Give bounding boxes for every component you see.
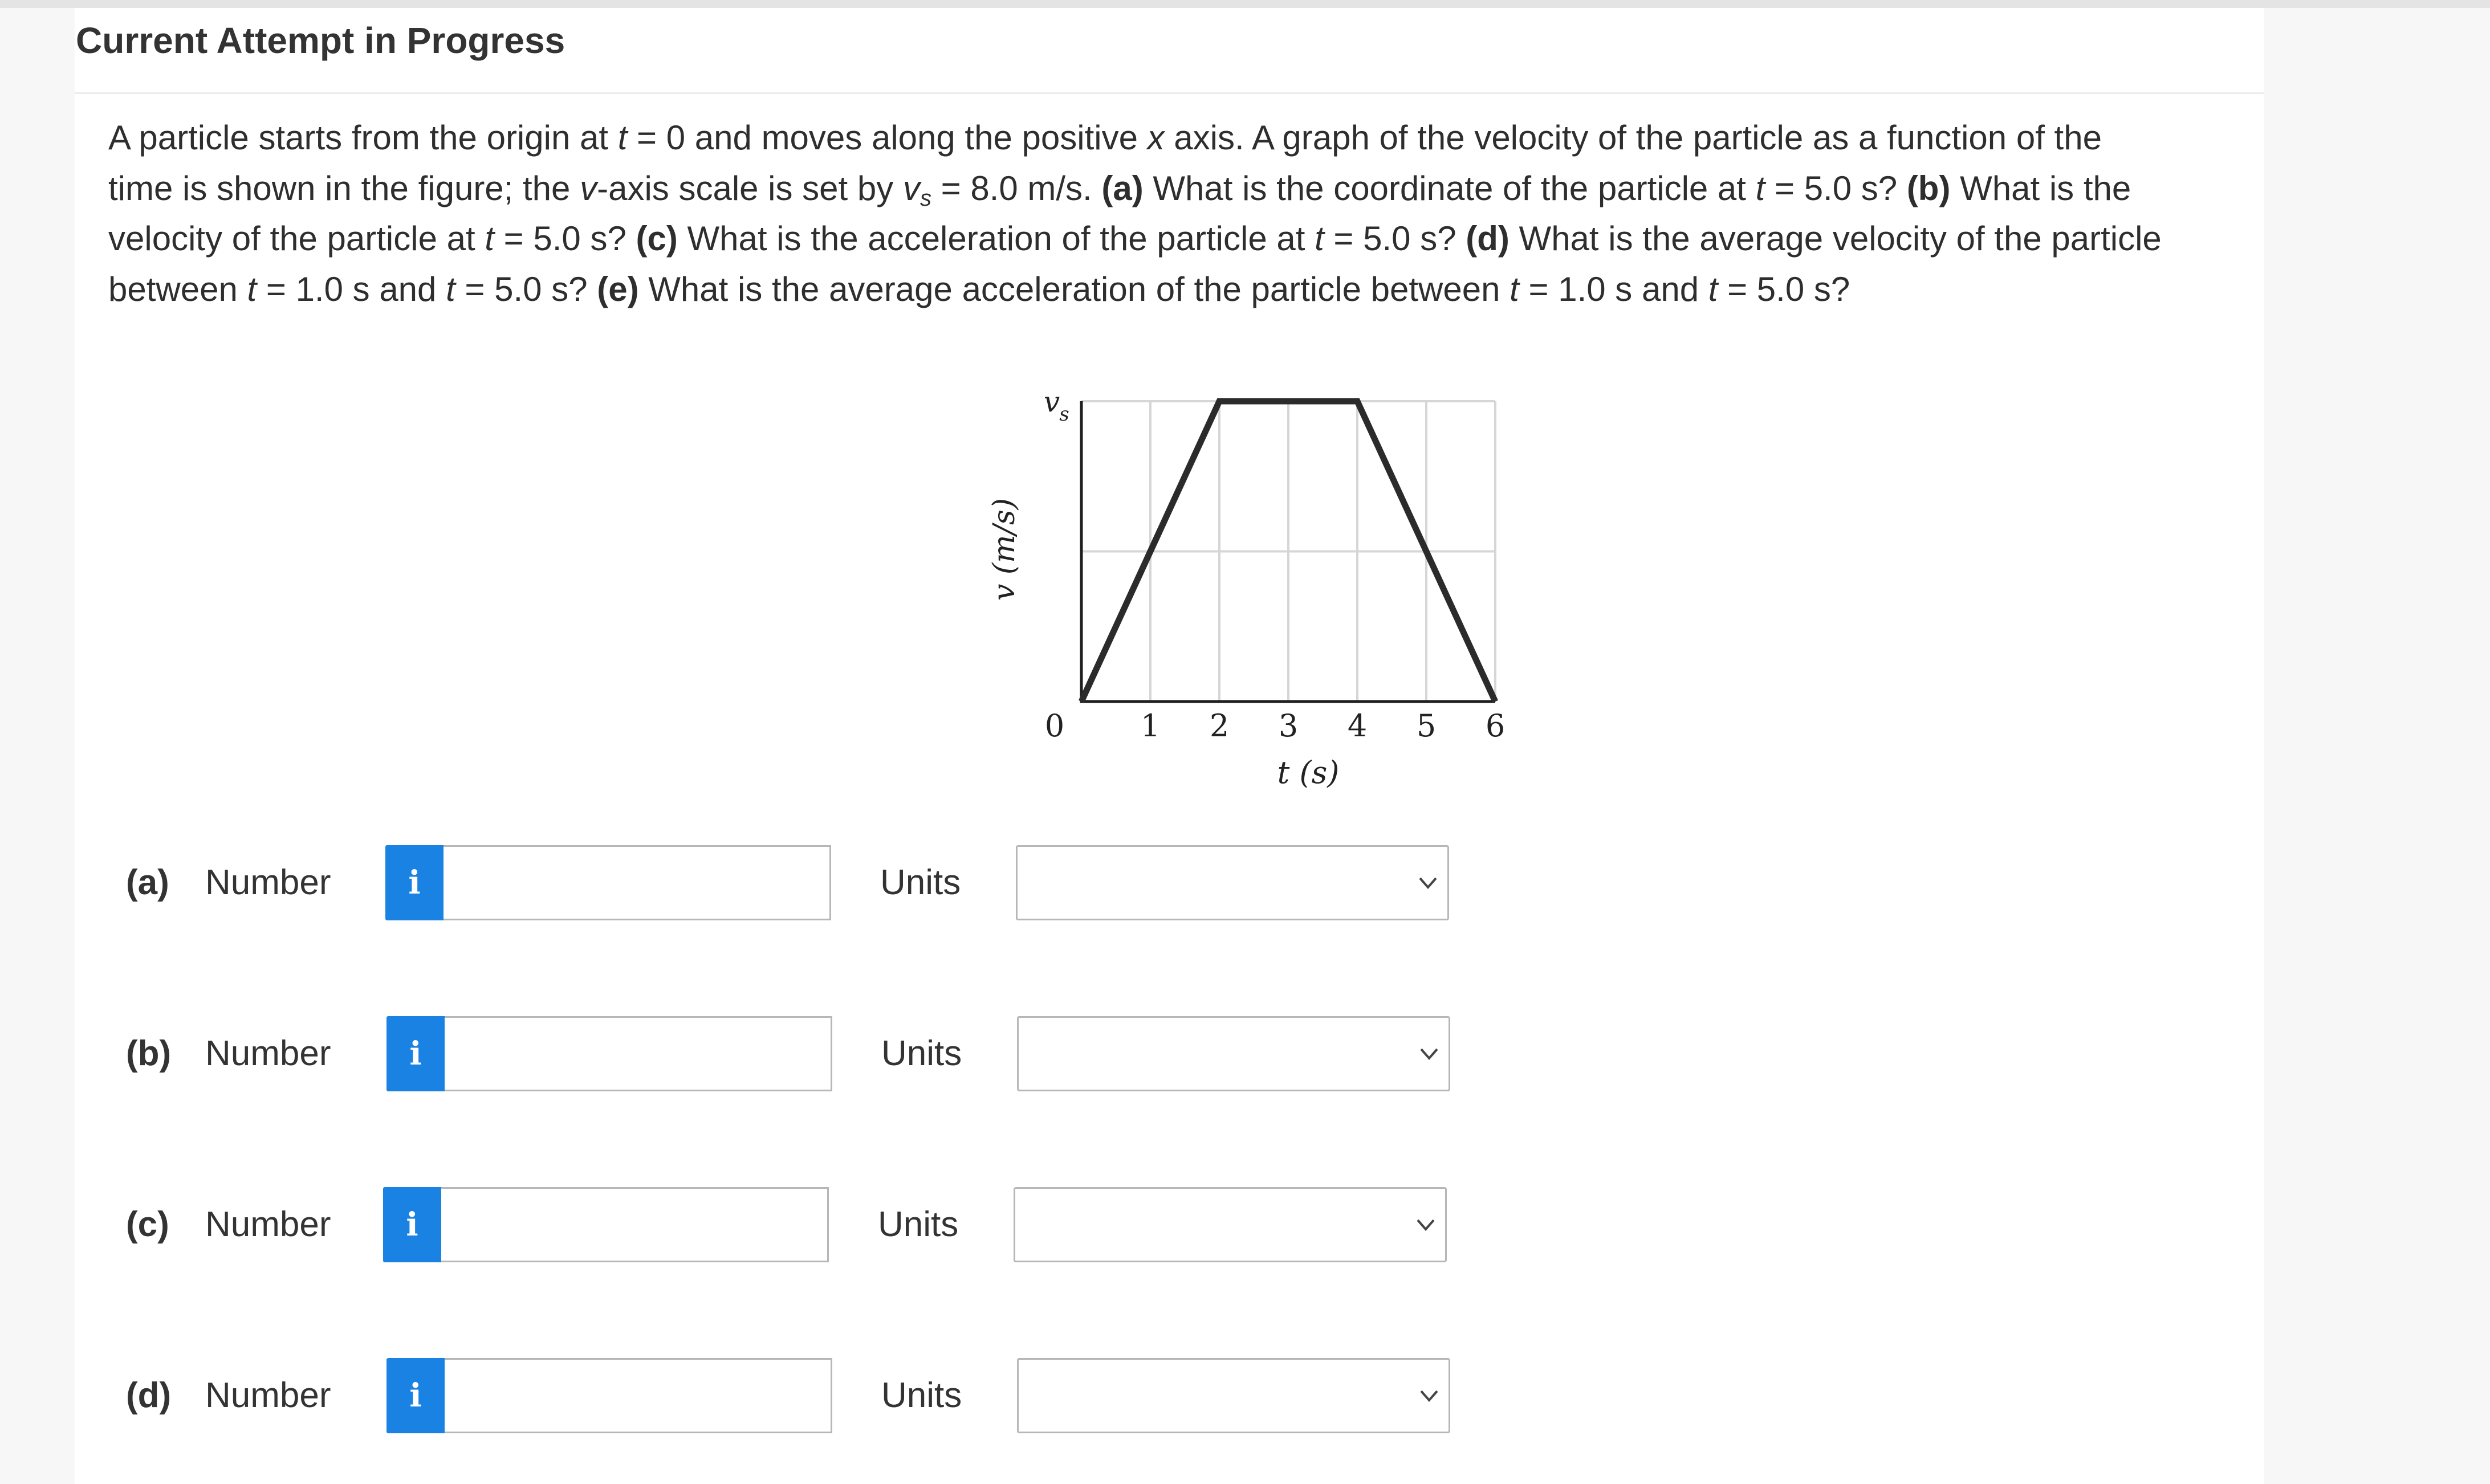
var-t: t xyxy=(617,119,628,157)
units-select[interactable] xyxy=(1017,1358,1450,1433)
units-label: Units xyxy=(881,1376,962,1415)
number-input[interactable] xyxy=(444,845,831,920)
x-tick-label: 4 xyxy=(1347,708,1368,744)
var-t: t xyxy=(247,270,257,308)
answer-row-c xyxy=(75,1187,1443,1262)
answer-row-a xyxy=(75,845,1443,920)
var-t: t xyxy=(485,219,494,258)
var-t: t xyxy=(1708,270,1718,308)
page-title: Current Attempt in Progress xyxy=(76,20,565,61)
number-label: Number xyxy=(205,1376,331,1415)
y-tick-label-vs-sub: s xyxy=(1059,403,1069,426)
var-v: v xyxy=(580,169,597,207)
y-tick-label-vs: v xyxy=(1043,385,1060,418)
text: = 1.0 s and xyxy=(1519,270,1708,308)
text: -axis scale is set by xyxy=(597,169,903,207)
var-t: t xyxy=(446,270,455,308)
question-line-2 xyxy=(108,164,2320,214)
x-tick-label: 5 xyxy=(1416,708,1437,744)
var-x: x xyxy=(1147,119,1165,157)
x-tick-label: 6 xyxy=(1485,708,1506,744)
answer-row-b xyxy=(75,1016,1443,1091)
question-text xyxy=(108,113,2320,315)
text: between xyxy=(108,270,247,308)
subscript-s: s xyxy=(919,185,931,211)
info-icon[interactable]: i xyxy=(383,1187,441,1262)
text: What is the acceleration of the particle at xyxy=(677,219,1315,258)
question-line-3 xyxy=(108,214,2320,264)
velocity-graph-svg xyxy=(975,384,1523,806)
text: What is the coordinate of the particle at xyxy=(1143,169,1756,207)
chevron-down-icon xyxy=(1418,1043,1441,1064)
question-panel xyxy=(75,8,2264,1484)
part-d-label: (d) xyxy=(1466,219,1510,258)
answer-row-d xyxy=(75,1358,1443,1433)
part-letter: (d) xyxy=(126,1376,172,1415)
top-bar xyxy=(0,0,2490,8)
x-tick-label: 2 xyxy=(1209,708,1230,744)
part-c-label: (c) xyxy=(636,219,678,258)
part-letter: (c) xyxy=(126,1205,169,1244)
x-tick-label: 1 xyxy=(1140,708,1161,744)
text: = 5.0 s? xyxy=(1324,219,1466,258)
var-vs: v xyxy=(902,169,920,207)
text: = 5.0 s? xyxy=(455,270,597,308)
attempt-header xyxy=(75,8,2264,94)
number-input[interactable] xyxy=(441,1187,829,1262)
info-icon[interactable]: i xyxy=(386,1358,445,1433)
units-select[interactable] xyxy=(1016,845,1449,920)
text: A particle starts from the origin at xyxy=(108,119,618,157)
x-tick-label: 0 xyxy=(1044,708,1065,744)
text: = 0 and moves along the positive xyxy=(627,119,1148,157)
units-label: Units xyxy=(881,1034,962,1073)
units-label: Units xyxy=(878,1205,959,1244)
part-letter: (a) xyxy=(126,863,169,902)
text: = 1.0 s and xyxy=(257,270,446,308)
part-letter: (b) xyxy=(126,1034,172,1073)
text: = 8.0 m/s. xyxy=(931,169,1102,207)
text: What is the xyxy=(1950,169,2131,207)
part-e-label: (e) xyxy=(597,270,639,308)
number-label: Number xyxy=(205,1034,331,1073)
y-axis-label: v (m/s) xyxy=(987,498,1022,601)
chevron-down-icon xyxy=(1414,1214,1437,1235)
info-icon[interactable]: i xyxy=(385,845,444,920)
text: What is the average velocity of the particle xyxy=(1509,219,2162,258)
number-label: Number xyxy=(205,1205,331,1244)
text: = 5.0 s? xyxy=(1718,270,1850,308)
var-t: t xyxy=(1315,219,1324,258)
question-line-1 xyxy=(108,113,2320,164)
x-axis-label: t (s) xyxy=(1277,755,1340,790)
units-label: Units xyxy=(880,863,961,902)
text: axis. A graph of the velocity of the particle as a function of the xyxy=(1164,119,2102,157)
var-t: t xyxy=(1510,270,1519,308)
number-label: Number xyxy=(205,863,331,902)
text: velocity of the particle at xyxy=(108,219,485,258)
chevron-down-icon xyxy=(1418,1385,1441,1406)
part-a-label: (a) xyxy=(1101,169,1144,207)
x-tick-label: 3 xyxy=(1278,708,1299,744)
units-select[interactable] xyxy=(1014,1187,1447,1262)
part-b-label: (b) xyxy=(1906,169,1951,207)
var-t: t xyxy=(1755,169,1765,207)
info-icon[interactable]: i xyxy=(386,1016,445,1091)
text: time is shown in the figure; the xyxy=(108,169,580,207)
number-input[interactable] xyxy=(445,1358,832,1433)
velocity-time-graph xyxy=(975,384,1523,806)
question-line-4 xyxy=(108,264,2320,315)
text: = 5.0 s? xyxy=(494,219,636,258)
number-input[interactable] xyxy=(445,1016,832,1091)
text: What is the average acceleration of the particle between xyxy=(638,270,1510,308)
chevron-down-icon xyxy=(1417,873,1439,893)
text: = 5.0 s? xyxy=(1765,169,1907,207)
units-select[interactable] xyxy=(1017,1016,1450,1091)
